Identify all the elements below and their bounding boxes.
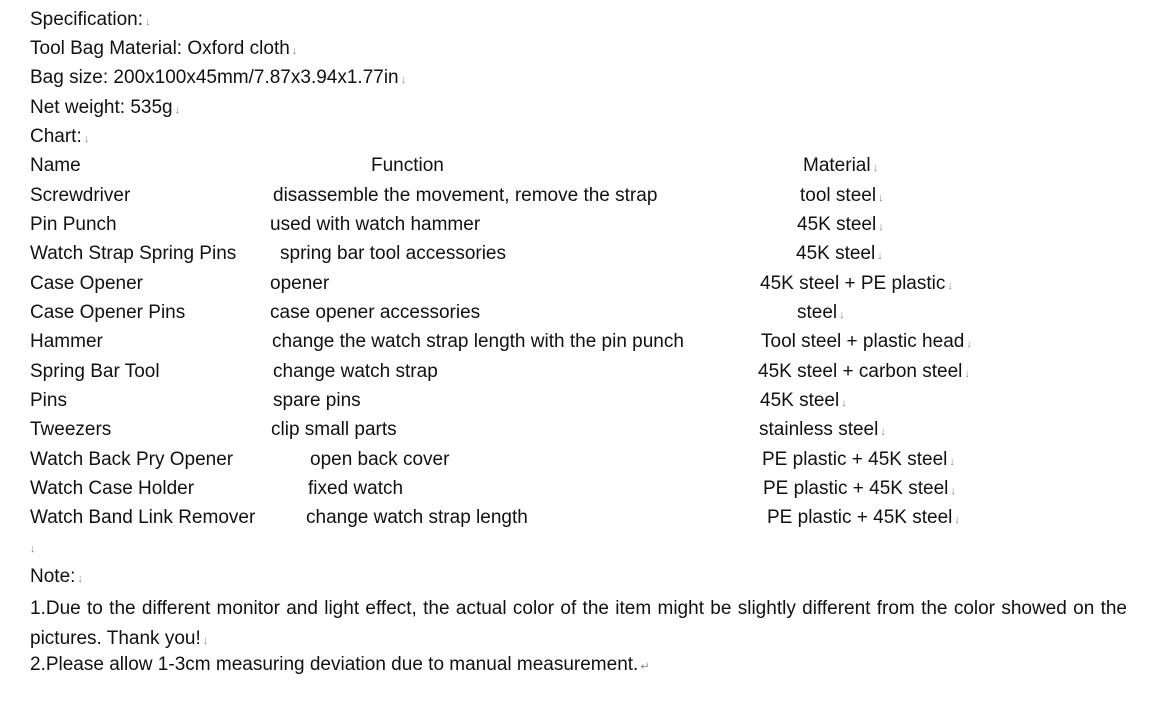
row-name: Spring Bar Tool	[30, 361, 160, 382]
row-function: case opener accessories	[270, 302, 481, 323]
line-break-mark: ↓	[964, 368, 970, 380]
row-name: Case Opener	[30, 273, 144, 294]
line-break-mark: ↓	[878, 221, 884, 233]
line-break-mark: ↓	[877, 250, 883, 262]
row-function: spring bar tool accessories	[280, 243, 506, 264]
line-break-mark: ↓	[291, 45, 298, 57]
row-material: PE plastic + 45K steel ↓	[763, 478, 956, 499]
spec-net-weight: Net weight: 535g ↓	[30, 97, 181, 118]
line-break-mark: ↓	[954, 514, 960, 526]
row-name: Watch Back Pry Opener	[30, 449, 234, 470]
line-break-mark: ↓	[174, 104, 181, 116]
row-name: Watch Strap Spring Pins	[30, 243, 237, 264]
spec-heading: Specification: ↓	[30, 9, 151, 30]
line-break-mark: ↓	[878, 192, 884, 204]
row-name: Pin Punch	[30, 214, 117, 235]
note-heading: Note: ↓	[30, 566, 83, 587]
row-function: open back cover	[310, 449, 450, 470]
row-name: Pins	[30, 390, 67, 411]
row-function: used with watch hammer	[270, 214, 481, 235]
row-material: PE plastic + 45K steel ↓	[767, 507, 960, 528]
line-break-mark: ↓	[872, 162, 879, 174]
row-material: 45K steel ↓	[796, 243, 883, 264]
row-material: 45K steel + PE plastic ↓	[760, 273, 953, 294]
row-name: Tweezers	[30, 419, 112, 440]
note-1: 1.Due to the different monitor and light effect, the actual color of the item might be slightly different from the color showed on the pictures. Thank you! ↓	[30, 598, 1127, 649]
row-function: change watch strap	[273, 361, 438, 382]
line-break-mark: ↓	[966, 338, 972, 350]
row-function: change watch strap length	[306, 507, 528, 528]
header-name: Name	[30, 155, 81, 176]
line-break-mark: ↓	[30, 543, 36, 555]
line-break-mark: ↓	[400, 74, 407, 86]
row-function: clip small parts	[271, 419, 397, 440]
row-function: opener	[270, 273, 330, 294]
row-material: stainless steel ↓	[759, 419, 886, 440]
row-material: 45K steel ↓	[797, 214, 884, 235]
spec-material: Tool Bag Material: Oxford cloth ↓	[30, 38, 298, 59]
paragraph-end-mark: ↵	[640, 661, 650, 673]
empty-line	[30, 536, 36, 560]
row-name: Hammer	[30, 331, 103, 352]
row-function: disassemble the movement, remove the strap	[273, 185, 658, 206]
line-break-mark: ↓	[841, 397, 847, 409]
line-break-mark: ↓	[83, 133, 90, 145]
note-2: 2.Please allow 1-3cm measuring deviation due to manual measurement. ↵	[30, 654, 650, 675]
row-name: Screwdriver	[30, 185, 131, 206]
line-break-mark: ↓	[947, 280, 953, 292]
row-material: PE plastic + 45K steel ↓	[762, 449, 955, 470]
header-material: Material ↓	[803, 155, 879, 176]
row-name: Watch Band Link Remover	[30, 507, 256, 528]
row-name: Case Opener Pins	[30, 302, 186, 323]
line-break-mark: ↓	[880, 426, 886, 438]
row-material: tool steel ↓	[800, 185, 884, 206]
row-material: Tool steel + plastic head ↓	[761, 331, 972, 352]
line-break-mark: ↓	[202, 634, 209, 647]
row-material: 45K steel ↓	[760, 390, 847, 411]
line-break-mark: ↓	[77, 573, 83, 585]
row-function: spare pins	[273, 390, 361, 411]
row-function: change the watch strap length with the pin punch	[272, 331, 684, 352]
line-break-mark: ↓	[839, 309, 845, 321]
header-function: Function	[371, 155, 444, 176]
line-break-mark: ↓	[949, 456, 955, 468]
row-material: steel ↓	[797, 302, 845, 323]
spec-bag-size: Bag size: 200x100x45mm/7.87x3.94x1.77in ↓	[30, 67, 407, 88]
chart-label: Chart: ↓	[30, 126, 90, 147]
line-break-mark: ↓	[950, 485, 956, 497]
row-material: 45K steel + carbon steel ↓	[758, 361, 970, 382]
row-name: Watch Case Holder	[30, 478, 195, 499]
row-function: fixed watch	[308, 478, 404, 499]
line-break-mark: ↓	[145, 16, 151, 28]
